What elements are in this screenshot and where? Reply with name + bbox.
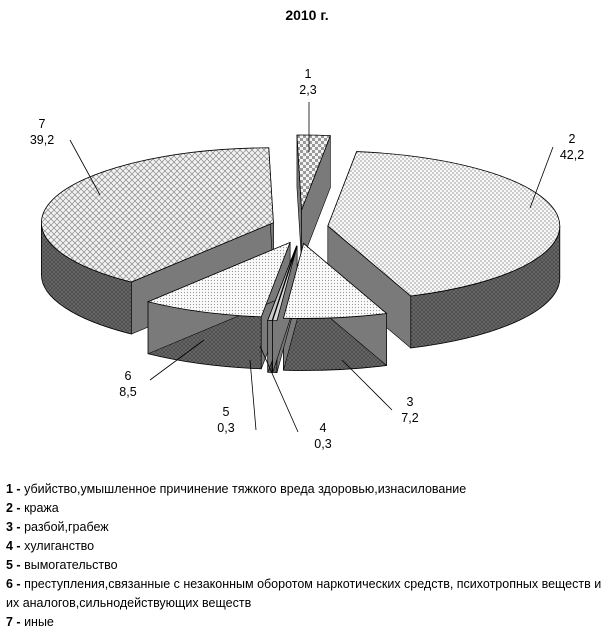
- slice-value-2: 42,2: [559, 148, 585, 162]
- legend-item-6: [6, 575, 606, 613]
- slice-id-5: 5: [222, 405, 230, 419]
- legend-item-1: [6, 480, 606, 499]
- slice-id-6: 6: [124, 369, 132, 383]
- slice-value-7: 39,2: [29, 133, 55, 147]
- slice-value-6: 8,5: [119, 385, 137, 399]
- legend-number: 4 -: [6, 539, 25, 553]
- legend-number: 6 -: [6, 577, 25, 591]
- legend-item-3: [6, 518, 606, 537]
- legend-text: убийство,умышленное причинение тяжкого вреда здоровью,изнасилование: [24, 482, 467, 496]
- legend-number: 7 -: [6, 615, 25, 629]
- slice-value-5: 0,3: [217, 421, 235, 435]
- legend-text: вымогательство: [24, 558, 118, 572]
- slice-value-1: 2,3: [299, 83, 317, 97]
- legend-item-4: [6, 537, 606, 556]
- legend-text: хулиганство: [24, 539, 95, 553]
- legend-text: разбой,грабеж: [24, 520, 109, 534]
- legend: [6, 480, 606, 632]
- legend-text: преступления,связанные с незаконным оборотом наркотических средств, психотропных веществ и их аналогов,сильнодействующих веществ: [6, 577, 602, 610]
- legend-text: кража: [24, 501, 59, 515]
- slice-id-2: 2: [568, 132, 576, 146]
- legend-item-5: [6, 556, 606, 575]
- slice-value-4: 0,3: [314, 437, 332, 451]
- legend-text: иные: [24, 615, 54, 629]
- chart-title: 2010 г.: [285, 7, 329, 23]
- slice-id-4: 4: [319, 421, 327, 435]
- legend-number: 1 -: [6, 482, 25, 496]
- legend-item-2: [6, 499, 606, 518]
- legend-number: 2 -: [6, 501, 25, 515]
- slice-value-3: 7,2: [401, 411, 419, 425]
- legend-item-7: [6, 613, 606, 632]
- slice-id-1: 1: [304, 67, 312, 81]
- legend-number: 5 -: [6, 558, 25, 572]
- legend-number: 3 -: [6, 520, 25, 534]
- leader-line-5: [250, 360, 256, 430]
- slice-id-7: 7: [38, 117, 46, 131]
- slice-id-3: 3: [406, 395, 414, 409]
